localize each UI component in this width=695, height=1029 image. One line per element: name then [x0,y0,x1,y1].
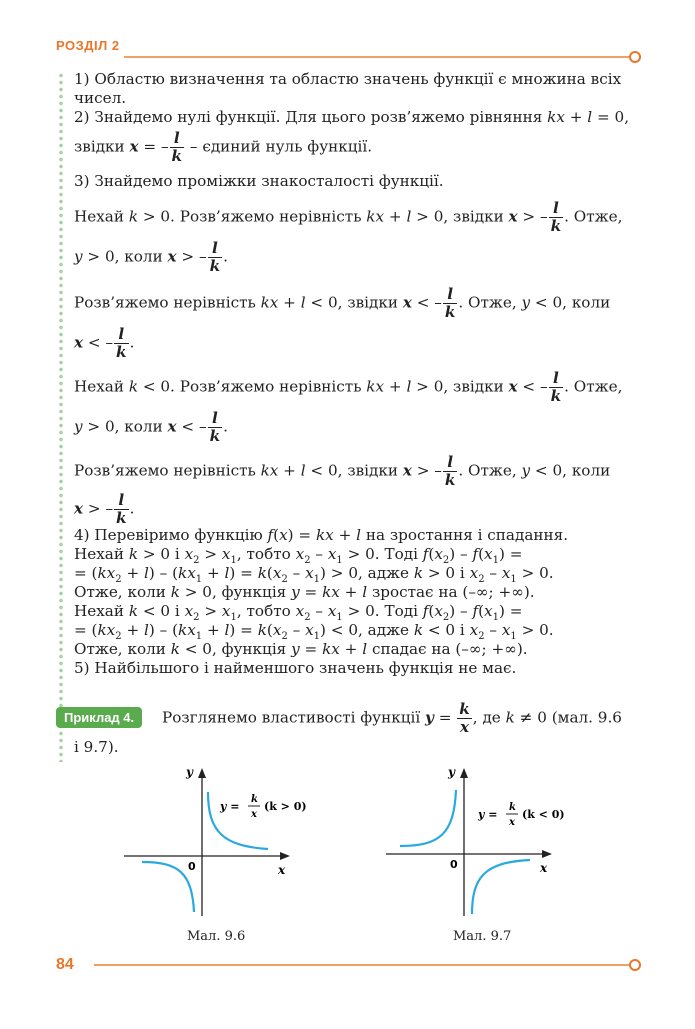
text-line: x > – $\frac{l}{k}$ . [74,491,135,527]
text-line: Нехай k < 0 і $x_2 > x_1$, тобто $x_2 - x_1 > 0$. Тоді $f(x_2) - f(x_1)$ = [74,602,523,624]
text-line: звідки x = – $\frac{l}{k}$ – єдиний нуль функції. [74,129,373,165]
text-line: 5) Найбільшого і найменшого значень функція не має. [74,659,517,677]
footer-rule-end-circle [629,959,641,971]
example-text: Розглянемо властивості функції y = $\frac{k}{x}$ , де k ≠ 0 (мал. 9.6 [162,700,622,736]
graph-k-positive [118,762,307,922]
graph-condition: (k > 0) [264,800,307,813]
text-line: Нехай k < 0. Розв’яжемо нерівність kx + l > 0, звідки x < – $\frac{l}{k}$ . Отже, [74,369,623,405]
svg-text:x: x [509,817,515,828]
text-line: Нехай k > 0. Розв’яжемо нерівність kx + l > 0, звідки x > – $\frac{l}{k}$ . Отже, [74,199,623,235]
text-line: y > 0, коли x < – $\frac{l}{k}$ . [74,409,228,445]
text-line: Отже, коли k < 0, функція y = kx + l спадає на (–∞; +∞). [74,640,528,658]
text-line: Нехай k > 0 і $x_2 > x_1$, тобто $x_2 - x_1 > 0$. Тоді $f(x_2) - f(x_1)$ = [74,545,523,567]
page-header [56,38,641,58]
hyperbola-branch [472,860,530,914]
y-axis-label: y [186,765,193,779]
graph-condition: (k < 0) [522,808,565,821]
text-line: Розв’яжемо нерівність kx + l < 0, звідки x < – $\frac{l}{k}$ . Отже, y < 0, коли [74,285,611,321]
text-line: 3) Знайдемо проміжки знакосталості функції. [74,172,444,190]
hyperbola-branch [142,862,194,912]
example-text: і 9.7). [74,738,119,756]
figure-caption: Мал. 9.7 [453,929,512,944]
text-line: 4) Перевіримо функцію f(x) = kx + l на зростання і спадання. [74,526,569,544]
header-rule [124,56,631,58]
svg-text:y =: y = [478,808,498,821]
origin-label: 0 [188,860,196,873]
text-line: = $(kx_2 + l) - (kx_1 + l) = k(x_2 - x_1) < 0$, адже k < 0 і $x_2 - x_1 > 0$. [74,621,554,643]
origin-label: 0 [450,858,458,871]
hyperbola-branch [400,790,456,846]
text-line: = $(kx_2 + l) - (kx_1 + l) = k(x_2 - x_1) > 0$, адже k > 0 і $x_2 - x_1 > 0$. [74,564,554,586]
section-title: РОЗДІЛ 2 [56,38,120,53]
text-line: 2) Знайдемо нулі функції. Для цього розв’яжемо рівняння kx + l = 0, [74,108,630,126]
header-rule-end-circle [629,51,641,63]
example-badge: Приклад 4. [56,707,142,728]
figure-caption: Мал. 9.6 [187,929,246,944]
x-axis-label: x [278,863,286,877]
svg-text:k: k [509,802,516,813]
text-line: Розв’яжемо нерівність kx + l < 0, звідки x > – $\frac{l}{k}$ . Отже, y < 0, коли [74,453,611,489]
svg-text:k: k [251,794,258,805]
footer-rule [94,964,631,966]
x-axis-label: x [540,861,548,875]
text-line: Отже, коли k > 0, функція y = kx + l зростає на (–∞; +∞). [74,583,535,601]
page-number: 84 [56,956,74,973]
svg-text:x: x [251,809,257,820]
svg-text:y =: y = [220,800,240,813]
graph-k-negative [380,762,565,922]
text-line: x < – $\frac{l}{k}$ . [74,325,135,361]
text-line: y > 0, коли x > – $\frac{l}{k}$ . [74,239,228,275]
text-line: чисел. [74,89,127,107]
page-footer [56,958,641,978]
y-axis-label: y [448,765,455,779]
text-line: 1) Областю визначення та областю значень функції є множина всіх [74,70,622,88]
margin-dots-decoration [58,72,64,762]
